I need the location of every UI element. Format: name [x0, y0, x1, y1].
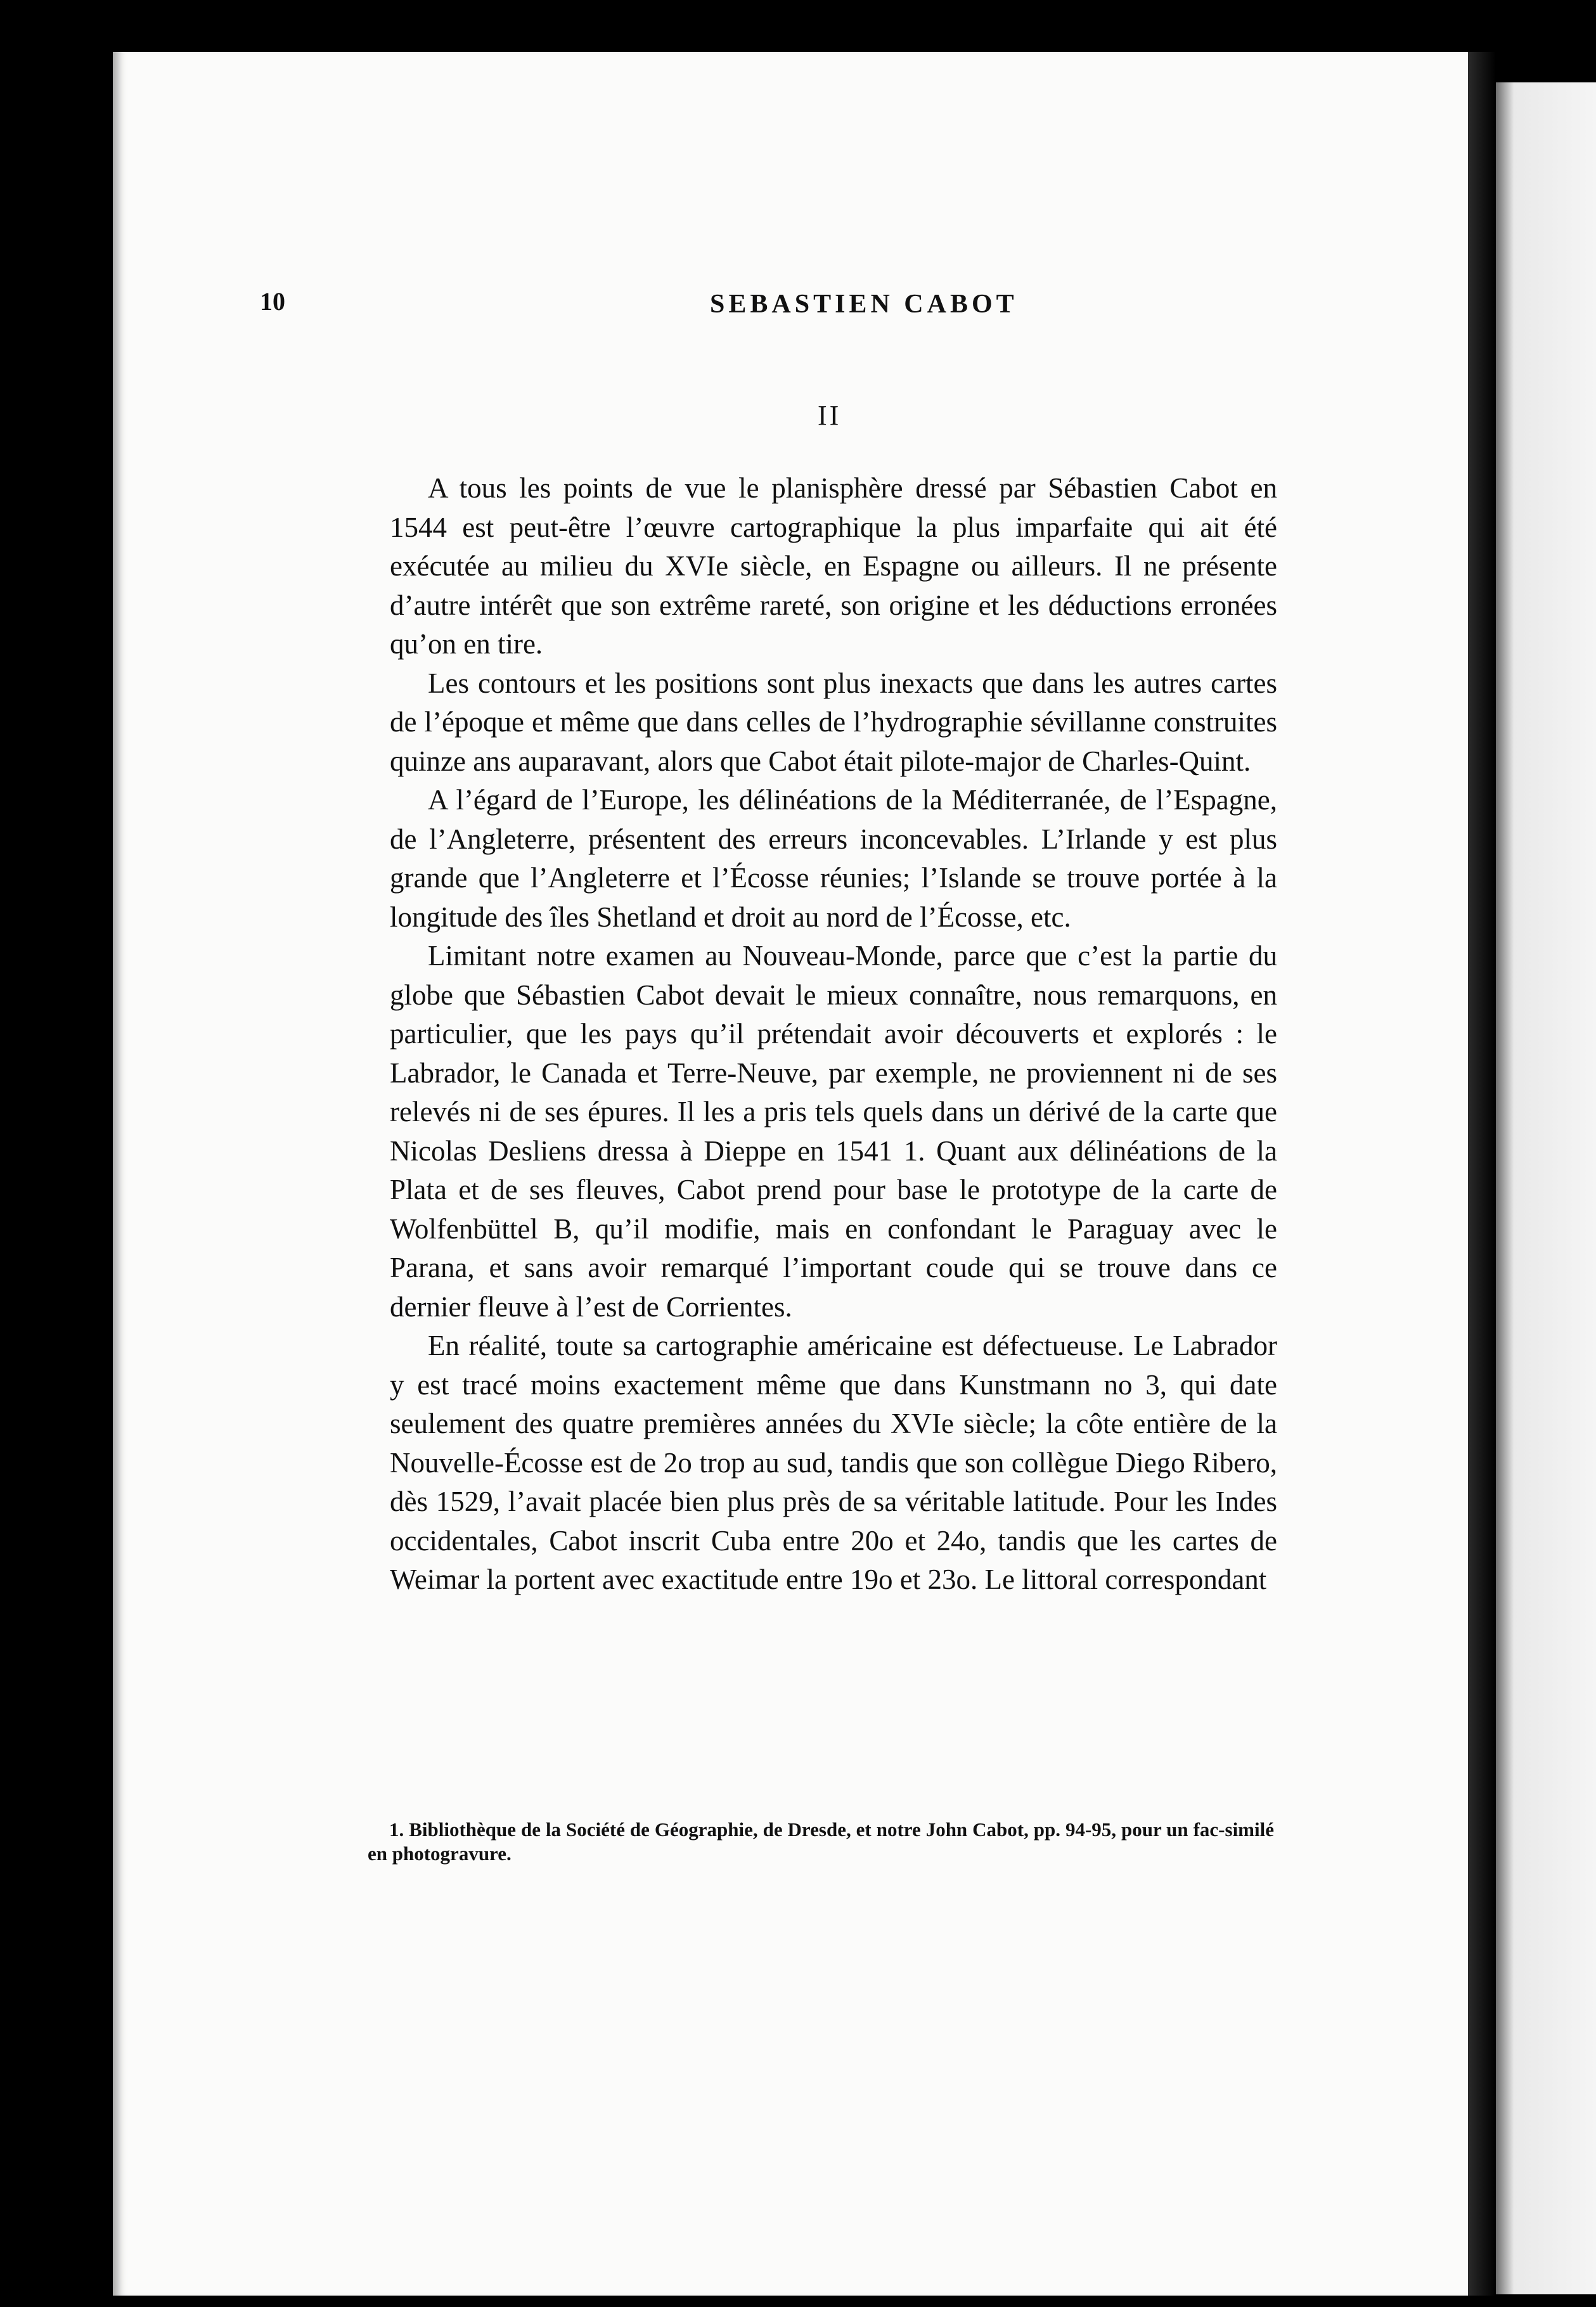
paragraph: A l’égard de l’Europe, les délinéations de la Méditerranée, de l’Espagne, de l’Angleterre, présentent des erreurs inconcevables. L’Irlande y est plus grande que l’Angleterre et l’Écosse réunies; l’Islande se trouve portée à la longitude des îles Shetland et droit au nord de l’Écosse, etc.: [390, 784, 1277, 933]
gutter-shadow: [1468, 52, 1496, 2296]
running-head: [260, 286, 1337, 325]
section-number: II: [818, 400, 842, 431]
footnote: [368, 1818, 1274, 1866]
footnote-text: 1. Bibliothèque de la Société de Géographie, de Dresde, et notre John Cabot, pp. 94-95, pour un fac-similé en photogravure.: [368, 1818, 1274, 1865]
body-text: [390, 469, 1277, 1600]
page-number: 10: [260, 287, 285, 316]
paragraph: En réalité, toute sa cartographie américaine est défectueuse. Le Labrador y est tracé moins exactement même que dans Kunstmann no 3, qui date seulement des quatre premières années du XVIe siècle; la côte entière de la Nouvelle-Écosse est de 2o trop au sud, tandis que son collègue Diego Ribero, dès 1529, l’avait placée bien plus près de sa véritable latitude. Pour les Indes occidentales, Cabot inscrit Cuba entre 20o et 24o, tandis que les cartes de Weimar la portent avec exactitude entre 19o et 23o. Le littoral correspondant: [390, 1330, 1277, 1595]
paragraph: A tous les points de vue le planisphère dressé par Sébastien Cabot en 1544 est peut-être l’œuvre cartographique la plus imparfaite qui ait été exécutée au milieu du XVIe siècle, en Espagne ou ailleurs. Il ne présente d’autre intérêt que son extrême rareté, son origine et les déductions erronées qu’on en tire.: [390, 472, 1277, 660]
facing-page-edge: [1496, 82, 1596, 2294]
paragraph: Limitant notre examen au Nouveau-Monde, parce que c’est la partie du globe que Sébastien Cabot devait le mieux connaître, nous remarquons, en particulier, que les pays qu’il prétendait avoir découverts et explorés : le Labrador, le Canada et Terre-Neuve, par exemple, ne proviennent ni de ses relevés ni de ses épures. Il les a pris tels quels dans un dérivé de la carte que Nicolas Desliens dressa à Dieppe en 1541 1. Quant aux délinéations de la Plata et de ses fleuves, Cabot prend pour base le prototype de la carte de Wolfenbüttel B, qu’il modifie, mais en confondant le Paraguay avec le Parana, et sans avoir remarqué l’important coude qui se trouve dans ce dernier fleuve à l’est de Corrientes.: [390, 940, 1277, 1323]
paragraph: Les contours et les positions sont plus inexacts que dans les autres cartes de l’époque et même que dans celles de l’hydrographie sévillanne construites quinze ans auparavant, alors que Cabot était pilote-major de Charles-Quint.: [390, 667, 1277, 777]
running-title: SEBASTIEN CABOT: [710, 290, 1018, 319]
